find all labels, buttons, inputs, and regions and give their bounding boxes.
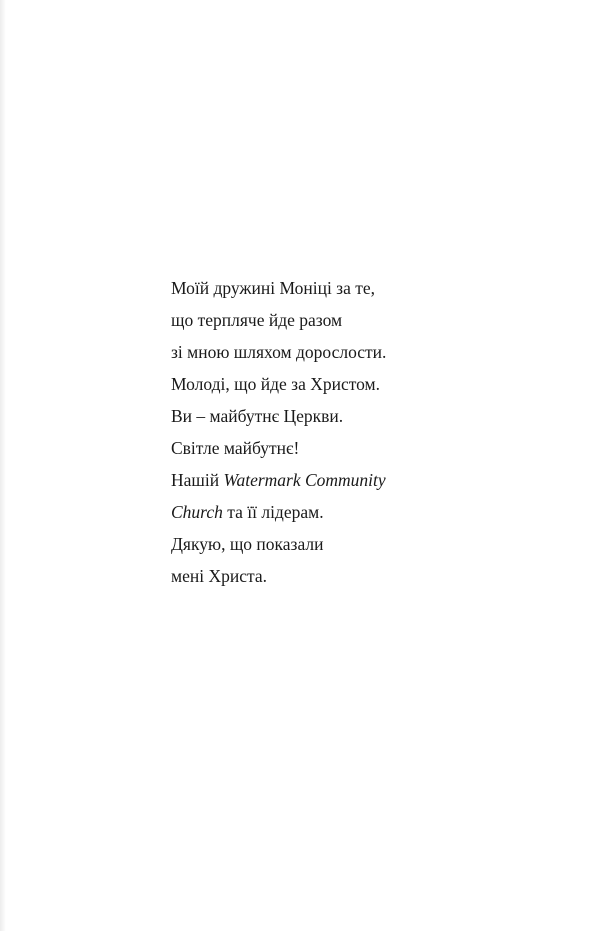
dedication-line-1: Моїй дружині Моніці за те, [171, 278, 376, 298]
dedication-line-10: мені Христа. [171, 566, 267, 586]
church-name-part-1: Watermark Community [223, 470, 386, 490]
dedication-line-5: Ви – майбутнє Церкви. [171, 406, 344, 426]
dedication-line-6: Світле майбутнє! [171, 438, 300, 458]
dedication-line-3: зі мною шляхом дорослости. [171, 342, 387, 362]
dedication-line-8 [171, 496, 551, 528]
dedication-line-4: Молоді, що йде за Христом. [171, 374, 381, 394]
dedication-line-8-text: та її лідерам. [222, 502, 324, 522]
dedication-line-2: що терпляче йде разом [171, 310, 343, 330]
dedication-text [171, 272, 551, 592]
church-name-part-2: Church [171, 502, 223, 522]
dedication-line-7-text: Нашій [171, 470, 224, 490]
dedication-line-9: Дякую, що показали [171, 534, 324, 554]
dedication-line-7 [171, 464, 551, 496]
page-edge-shadow [0, 0, 6, 931]
